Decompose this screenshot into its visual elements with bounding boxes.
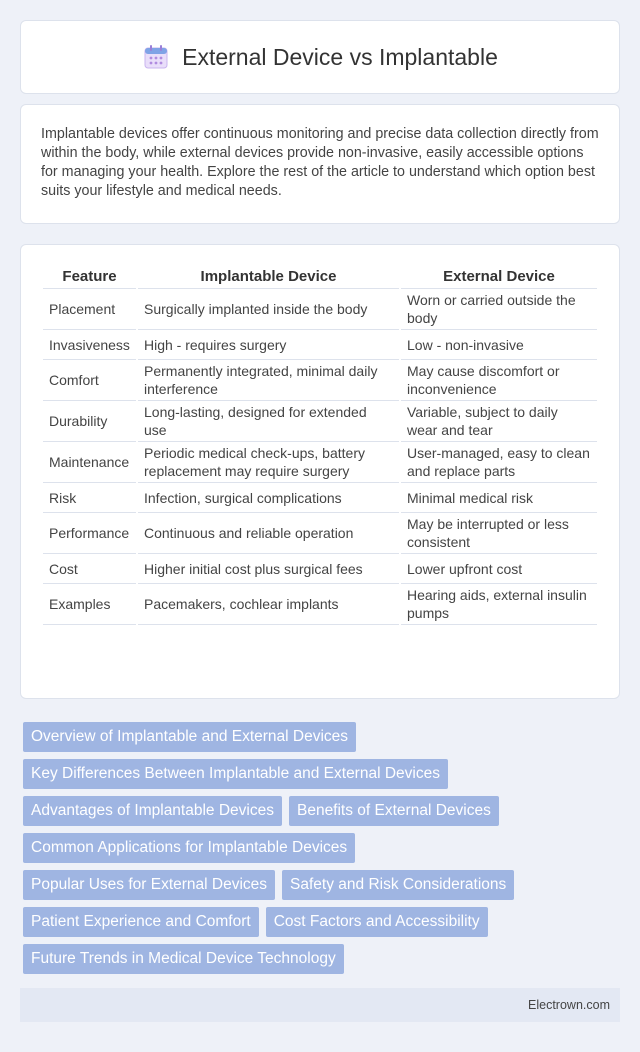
footer	[20, 988, 620, 1022]
tag-row	[23, 907, 623, 937]
external-cell: May cause discomfort or inconvenience	[401, 360, 597, 401]
table-row	[43, 330, 597, 360]
tag-row	[23, 833, 623, 863]
table-row	[43, 442, 597, 483]
comparison-table-card	[20, 244, 620, 699]
tag-link[interactable]: Cost Factors and Accessibility	[266, 907, 488, 937]
table-row	[43, 401, 597, 442]
tag-link[interactable]: Popular Uses for External Devices	[23, 870, 275, 900]
implantable-cell: Long-lasting, designed for extended use	[138, 401, 399, 442]
topic-tags	[23, 722, 623, 981]
feature-cell: Placement	[43, 289, 136, 330]
tag-link[interactable]: Common Applications for Implantable Devices	[23, 833, 355, 863]
tag-row	[23, 870, 623, 900]
tag-link[interactable]: Advantages of Implantable Devices	[23, 796, 282, 826]
table-row	[43, 554, 597, 584]
feature-cell: Risk	[43, 483, 136, 513]
external-cell: May be interrupted or less consistent	[401, 513, 597, 554]
tag-link[interactable]: Future Trends in Medical Device Technology	[23, 944, 344, 974]
implantable-cell: Periodic medical check-ups, battery replacement may require surgery	[138, 442, 399, 483]
implantable-cell: Continuous and reliable operation	[138, 513, 399, 554]
feature-cell: Comfort	[43, 360, 136, 401]
table-row	[43, 513, 597, 554]
intro-card	[20, 104, 620, 224]
implantable-cell: Higher initial cost plus surgical fees	[138, 554, 399, 584]
external-cell: Lower upfront cost	[401, 554, 597, 584]
calendar-icon	[142, 43, 170, 71]
tag-row	[23, 944, 623, 974]
header-implantable: Implantable Device	[138, 264, 399, 289]
external-cell: Hearing aids, external insulin pumps	[401, 584, 597, 625]
table-header-row	[43, 264, 597, 289]
tag-link[interactable]: Patient Experience and Comfort	[23, 907, 259, 937]
tag-link[interactable]: Benefits of External Devices	[289, 796, 499, 826]
table-row	[43, 483, 597, 513]
page-title: External Device vs Implantable	[182, 43, 498, 70]
tag-row	[23, 722, 623, 752]
comparison-table	[41, 264, 599, 625]
tag-row	[23, 759, 623, 789]
tag-link[interactable]: Overview of Implantable and External Devices	[23, 722, 356, 752]
feature-cell: Cost	[43, 554, 136, 584]
tag-link[interactable]: Key Differences Between Implantable and External Devices	[23, 759, 448, 789]
implantable-cell: Infection, surgical complications	[138, 483, 399, 513]
tag-link[interactable]: Safety and Risk Considerations	[282, 870, 514, 900]
intro-text: Implantable devices offer continuous monitoring and precise data collection directly from within the body, while external devices provide non-invasive, easily accessible options for managing your health. Explore the rest of the article to understand which option best suits your lifestyle and medical needs.	[41, 126, 599, 199]
external-cell: User-managed, easy to clean and replace parts	[401, 442, 597, 483]
header-external: External Device	[401, 264, 597, 289]
footer-site[interactable]: Electrown.com	[528, 998, 610, 1012]
feature-cell: Invasiveness	[43, 330, 136, 360]
feature-cell: Performance	[43, 513, 136, 554]
header-feature: Feature	[43, 264, 136, 289]
tag-row	[23, 796, 623, 826]
title-card	[20, 20, 620, 94]
feature-cell: Examples	[43, 584, 136, 625]
feature-cell: Durability	[43, 401, 136, 442]
implantable-cell: Surgically implanted inside the body	[138, 289, 399, 330]
implantable-cell: Permanently integrated, minimal daily interference	[138, 360, 399, 401]
external-cell: Variable, subject to daily wear and tear	[401, 401, 597, 442]
external-cell: Low - non-invasive	[401, 330, 597, 360]
implantable-cell: High - requires surgery	[138, 330, 399, 360]
table-row	[43, 289, 597, 330]
table-row	[43, 584, 597, 625]
table-row	[43, 360, 597, 401]
external-cell: Worn or carried outside the body	[401, 289, 597, 330]
external-cell: Minimal medical risk	[401, 483, 597, 513]
feature-cell: Maintenance	[43, 442, 136, 483]
implantable-cell: Pacemakers, cochlear implants	[138, 584, 399, 625]
